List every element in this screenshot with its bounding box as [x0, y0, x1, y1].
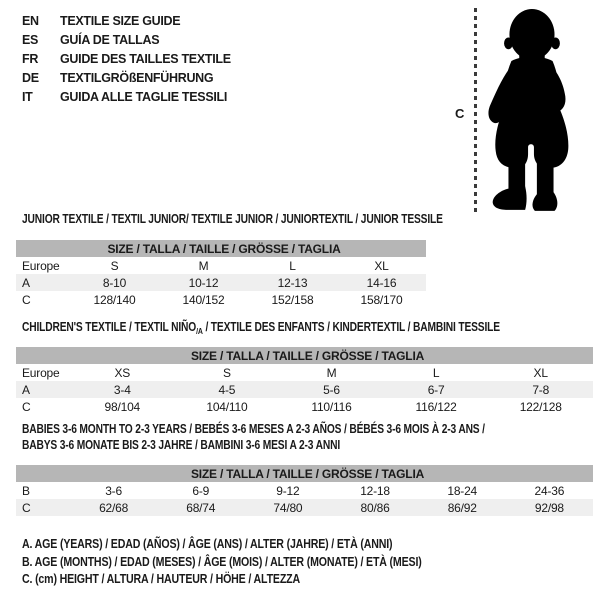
table-cell: 74/80 — [244, 499, 331, 516]
table-cell: 158/170 — [360, 292, 403, 307]
legend-line-c: C. (cm) HEIGHT / ALTURA / HAUTEUR / HÖHE / ALTEZZA — [22, 572, 300, 586]
row-label: Europe — [22, 258, 60, 273]
language-guide — [22, 12, 231, 107]
table-row-age — [16, 381, 593, 398]
table-cell: 12-18 — [360, 483, 390, 498]
height-label-c: C — [455, 106, 465, 121]
table-cell: 8-10 — [70, 274, 159, 291]
language-code: EN — [22, 14, 39, 28]
table-cell: M — [198, 258, 209, 273]
size-header-row — [16, 347, 593, 364]
row-label: A — [16, 274, 70, 291]
table-cell: XL — [374, 258, 389, 273]
table-cell: 5-6 — [279, 381, 384, 398]
table-cell: 24-36 — [534, 483, 565, 498]
table-cell: 86/92 — [419, 499, 506, 516]
row-label: C — [16, 499, 70, 516]
toddler-silhouette-image — [482, 4, 580, 212]
table-cell: 152/158 — [271, 292, 314, 307]
table-cell: 104/110 — [206, 399, 248, 414]
children-title-sub: /A — [196, 325, 203, 336]
language-title: GUIDA ALLE TAGLIE TESSILI — [60, 90, 228, 104]
junior-section-title: JUNIOR TEXTILE / TEXTIL JUNIOR/ TEXTILE JUNIOR / JUNIORTEXTIL / JUNIOR TESSILE — [22, 212, 443, 226]
babies-title-line1: BABIES 3-6 MONTH TO 2-3 YEARS / BEBÉS 3-6 MESES A 2-3 AÑOS / BÉBÉS 3-6 MOIS À 2-3 ANS / — [22, 422, 485, 436]
language-title: GUIDE DES TAILLES TEXTILE — [60, 52, 231, 66]
table-cell: L — [432, 365, 440, 380]
row-label: A — [16, 381, 70, 398]
table-cell: 122/128 — [519, 399, 562, 414]
row-label: C — [22, 399, 31, 414]
language-code: FR — [22, 52, 39, 66]
size-header-row — [16, 240, 426, 257]
language-title: TEXTILGRÖßENFÜHRUNG — [60, 71, 214, 85]
table-cell: S — [110, 258, 119, 273]
language-code: IT — [22, 90, 33, 104]
table-cell: 68/74 — [157, 499, 244, 516]
language-item-de — [22, 69, 231, 88]
babies-title-line2: BABYS 3-6 MONATE BIS 2-3 JAHRE / BAMBINI 3-6 MESI A 2-3 ANNI — [22, 438, 341, 452]
table-row-height — [16, 499, 593, 516]
legend-line-b: B. AGE (MONTHS) / EDAD (MESES) / ÂGE (MOIS) / ALTER (MONATE) / ETÀ (MESI) — [22, 554, 422, 569]
table-cell: 128/140 — [93, 292, 136, 307]
table-cell: 18-24 — [447, 483, 478, 498]
table-row-europe — [16, 364, 593, 381]
table-cell: 116/122 — [415, 399, 457, 414]
table-cell: 10-12 — [159, 274, 248, 291]
language-item-es — [22, 31, 231, 50]
table-cell: 3-6 — [105, 483, 122, 498]
table-cell: 6-7 — [384, 381, 489, 398]
babies-section-title — [22, 421, 485, 453]
table-cell: 9-12 — [276, 483, 300, 498]
row-label: Europe — [22, 365, 60, 380]
children-title-after: / TEXTILE DES ENFANTS / KINDERTEXTIL / BAMBINI TESSILE — [202, 320, 500, 334]
row-label: C — [22, 292, 31, 307]
table-cell: 62/68 — [70, 499, 157, 516]
table-cell: 4-5 — [175, 381, 280, 398]
table-cell: 80/86 — [331, 499, 418, 516]
row-label: B — [22, 483, 30, 498]
table-cell: 7-8 — [488, 381, 593, 398]
language-item-en — [22, 12, 231, 31]
size-header-bar: SIZE / TALLA / TAILLE / GRÖSSE / TAGLIA — [16, 465, 593, 482]
language-code: DE — [22, 71, 39, 85]
children-title-before: CHILDREN'S TEXTILE / TEXTIL NIÑO — [22, 320, 197, 334]
table-row-height — [16, 398, 593, 415]
table-row-height — [16, 291, 426, 308]
children-section-title — [22, 320, 500, 334]
legend — [22, 536, 492, 589]
table-cell: 110/116 — [311, 399, 352, 414]
table-cell: 12-13 — [248, 274, 337, 291]
height-dotted-line — [474, 8, 477, 212]
table-cell: M — [326, 365, 337, 380]
language-title: GUÍA DE TALLAS — [60, 33, 160, 47]
size-header-bar: SIZE / TALLA / TAILLE / GRÖSSE / TAGLIA — [16, 240, 426, 257]
table-cell: 14-16 — [337, 274, 426, 291]
table-cell: 140/152 — [182, 292, 225, 307]
babies-size-table — [16, 465, 593, 516]
language-code: ES — [22, 33, 39, 47]
table-cell: XS — [114, 365, 131, 380]
table-cell: 92/98 — [506, 499, 593, 516]
table-cell: L — [289, 258, 296, 273]
junior-size-table — [16, 240, 426, 308]
table-cell: 98/104 — [104, 399, 141, 414]
language-item-fr — [22, 50, 231, 69]
table-cell: 6-9 — [192, 483, 210, 498]
legend-line-a: A. AGE (YEARS) / EDAD (AÑOS) / ÂGE (ANS) / ALTER (JAHRE) / ETÀ (ANNI) — [22, 537, 393, 551]
language-title: TEXTILE SIZE GUIDE — [60, 14, 181, 28]
table-cell: XL — [533, 365, 548, 380]
table-cell: 3-4 — [70, 381, 175, 398]
language-item-it — [22, 88, 231, 107]
size-header-row — [16, 465, 593, 482]
table-row-months — [16, 482, 593, 499]
table-row-age — [16, 274, 426, 291]
size-header-bar: SIZE / TALLA / TAILLE / GRÖSSE / TAGLIA — [16, 347, 593, 364]
table-cell: S — [222, 365, 231, 380]
children-size-table — [16, 347, 593, 415]
table-row-europe — [16, 257, 426, 274]
